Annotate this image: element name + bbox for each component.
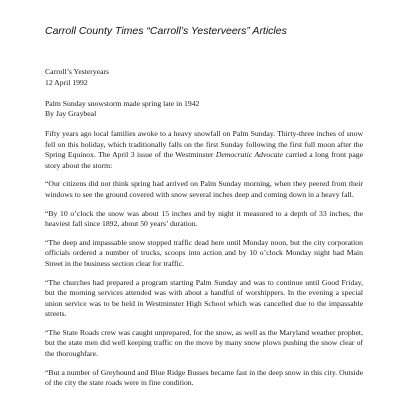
article-date: 12 April 1992 [45,77,88,87]
paragraph-1-text-b: carried a long front page story about the storm: [45,150,364,170]
article-byline: By Jay Graybeal [45,109,97,119]
paragraph-7: “But a number of Greyhound and Blue Ridge Busses became fast in the deep snow in this city. Outside of the city the state roads were in fine condition. [45,367,363,388]
paragraph-6: “The State Roads crew was caught unprepared, for the snow, as well as the Maryland weather prophet, but the state men did well keeping traffic on the move by many snow plows pushing the snow clear of the thoroughfare. [45,327,363,359]
paragraph-2: “Our citizens did not think spring had arrived on Palm Sunday morning, when they peered from their windows to see the ground covered with snow several inches deep and coming down in a heavy fall. [45,179,363,199]
paragraph-4: “The deep and impassable snow stopped traffic dead here until Monday noon, but the city corporation officials ordered a number of trucks, scoops into action and by 10 o’clock Monday night had Main Street in the business section clear for traffic. [45,237,363,268]
article-body [45,67,363,397]
paragraph-1-text-a: Fifty years ago local families awoke to a heavy snowfall on Palm Sunday. Thirty-three inches of snow fell on this holiday, which traditionally falls on the first Sunday following the first full moon after the Spring Equinox. The April 3 issue of the Westminster [45,128,363,160]
paragraph-5: “The churches had prepared a program starting Palm Sunday and was to continue until Good Friday, but the morning services attended was with about a handful of worshippers. In the evening a special union service was to be held in Westminster High School which was cancelled due to the impassable streets. [45,277,363,319]
page-header-title: Carroll County Times “Carroll’s Yesterveers” Articles [45,25,287,37]
newspaper-name: Democratic Advocate [215,150,284,160]
column-name: Carroll’s Yesteryears [45,67,110,76]
article-headline: Palm Sunday snowstorm made spring late in 1942 [45,98,200,108]
paragraph-1 [45,129,363,171]
paragraph-3: “By 10 o’clock the snow was about 15 inches and by night it measured to a depth of 33 inches, the heaviest fall since 1892, about 50 years’ duration. [45,208,363,229]
